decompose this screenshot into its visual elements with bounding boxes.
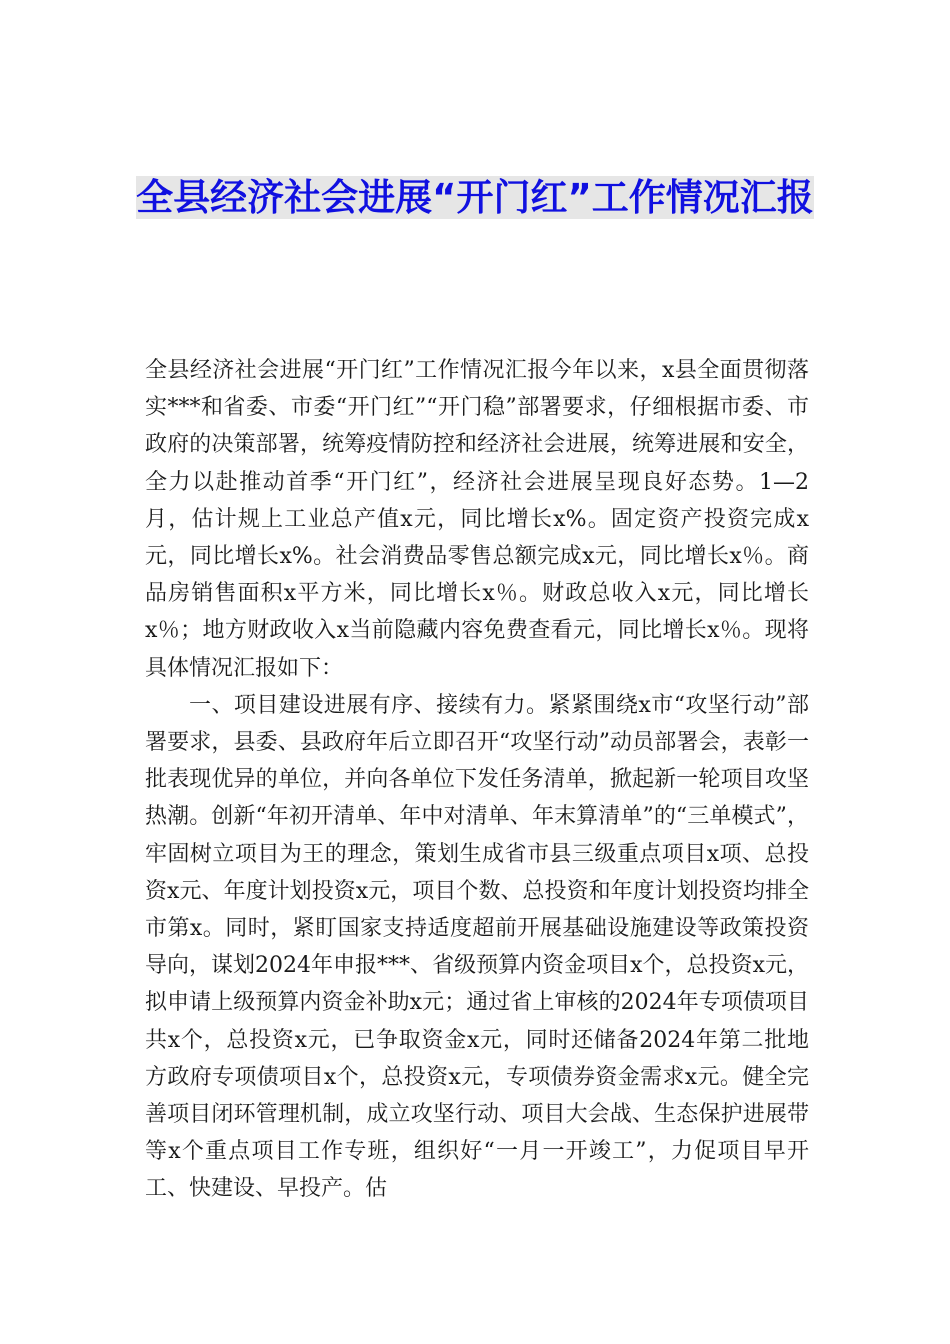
- document-title: [120, 172, 830, 224]
- intro-paragraph: 全县经济社会进展“开门红”工作情况汇报今年以来，x县全面贯彻落实***和省委、市委“开门红”“开门稳”部署要求，仔细根据市委、市政府的决策部署，统筹疫情防控和经济社会进展，统筹进展和安全，全力以赴推动首季“开门红”，经济社会进展呈现良好态势。1—2月，估计规上工业总产值x元，同比增长x%。固定资产投资完成x元，同比增长x%。社会消费品零售总额完成x元，同比增长x％。商品房销售面积x平方米，同比增长x％。财政总收入x元，同比增长x％；地方财政收入x当前隐藏内容免费查看元，同比增长x％。现将具体情况汇报如下：: [145, 358, 809, 681]
- document-body: [145, 352, 809, 1208]
- document-title-text: 全县经济社会进展“开门红”工作情况汇报: [136, 176, 814, 219]
- section-one-paragraph: 一、项目建设进展有序、接续有力。紧紧围绕x市“攻坚行动”部署要求，县委、县政府年后立即召开“攻坚行动”动员部署会，表彰一批表现优异的单位，并向各单位下发任务清单，掀起新一轮项目攻坚热潮。创新“年初开清单、年中对清单、年末算清单”的“三单模式”，牢固树立项目为王的理念，策划生成省市县三级重点项目x项、总投资x元、年度计划投资x元，项目个数、总投资和年度计划投资均排全市第x。同时，紧盯国家支持适度超前开展基础设施建设等政策投资导向，谋划2024年申报***、省级预算内资金项目x个，总投资x元，拟申请上级预算内资金补助x元；通过省上审核的2024年专项债项目共x个，总投资x元，已争取资金x元，同时还储备2024年第二批地方政府专项债项目x个，总投资x元，专项债券资金需求x元。健全完善项目闭环管理机制，成立攻坚行动、项目大会战、生态保护进展带等x个重点项目工作专班，组织好“一月一开竣工”，力促项目早开工、快建设、早投产。估: [145, 692, 809, 1202]
